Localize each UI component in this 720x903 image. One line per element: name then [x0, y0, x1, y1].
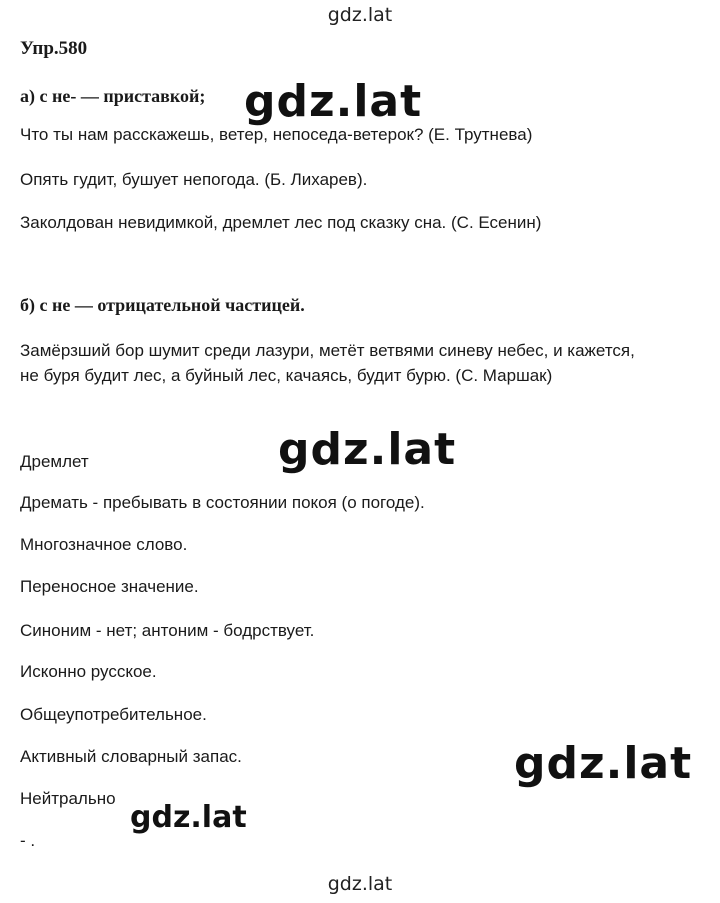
watermark-top: gdz.lat	[327, 4, 393, 26]
analysis-style: Нейтрально	[20, 789, 116, 808]
exercise-title: Упр.580	[20, 38, 88, 59]
analysis-definition: Дремать - пребывать в состоянии покоя (о погоде).	[20, 493, 425, 512]
section-b-heading: б) с не — отрицательной частицей.	[20, 295, 305, 315]
watermark-big-3: gdz.lat	[514, 738, 693, 789]
analysis-vocabulary: Активный словарный запас.	[20, 747, 242, 766]
analysis-polysemy: Многозначное слово.	[20, 535, 188, 554]
section-a-line-2: Опять гудит, бушует непогода. (Б. Лихарев).	[20, 170, 368, 189]
watermark-mid: gdz.lat	[130, 800, 247, 835]
watermark-big-1: gdz.lat	[244, 76, 423, 127]
watermark-bottom: gdz.lat	[327, 873, 393, 895]
section-b-line-2: не буря будит лес, а буйный лес, качаясь, будит бурю. (С. Маршак)	[20, 366, 553, 385]
analysis-usage: Общеупотребительное.	[20, 705, 207, 724]
section-b-line-1: Замёрзший бор шумит среди лазури, метёт ветвями синеву небес, и кажется,	[20, 341, 635, 360]
section-a-line-1: Что ты нам расскажешь, ветер, непоседа-ветерок? (Е. Трутнева)	[20, 125, 533, 144]
analysis-synonym-antonym: Синоним - нет; антоним - бодрствует.	[20, 621, 315, 640]
analysis-origin: Исконно русское.	[20, 662, 157, 681]
section-a-heading: а) с не- — приставкой;	[20, 86, 206, 106]
analysis-word: Дремлет	[20, 452, 89, 471]
analysis-meaning: Переносное значение.	[20, 577, 199, 596]
section-a-line-3: Заколдован невидимкой, дремлет лес под сказку сна. (С. Есенин)	[20, 213, 542, 232]
watermark-big-2: gdz.lat	[278, 424, 457, 475]
analysis-dash: - .	[20, 831, 36, 850]
